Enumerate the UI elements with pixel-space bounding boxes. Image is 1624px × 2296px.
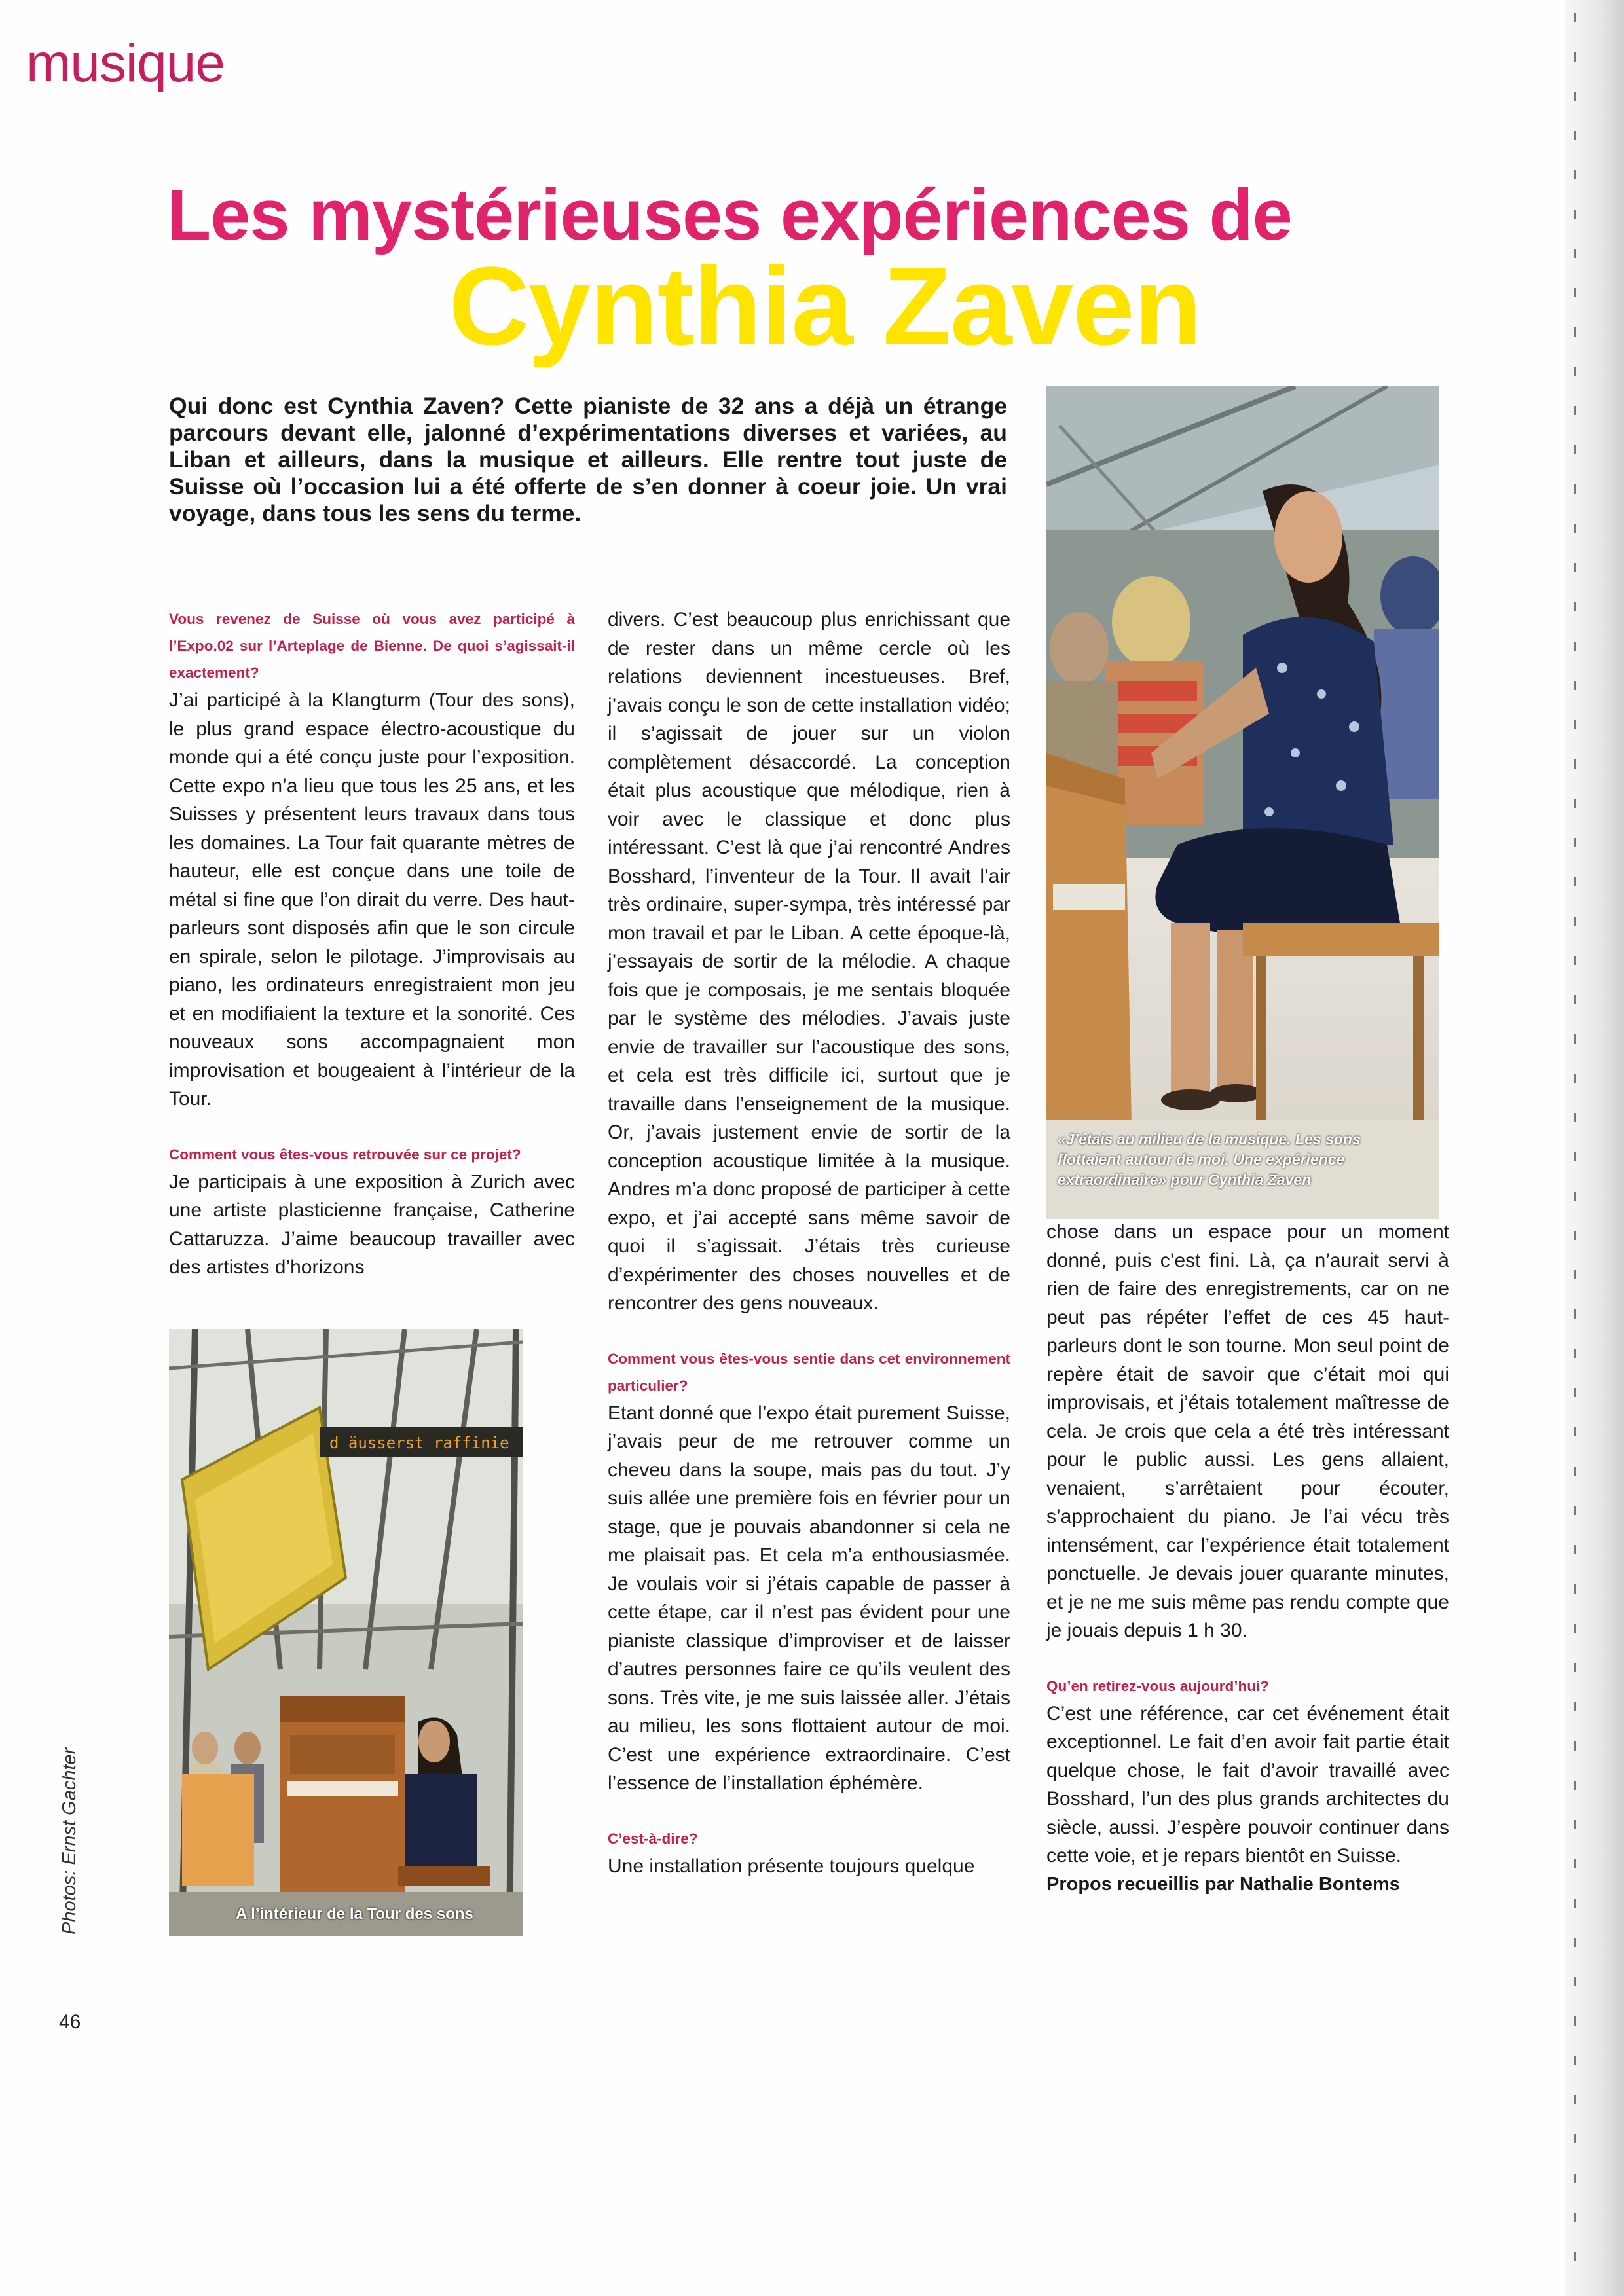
caption-tower: A l’intérieur de la Tour des sons	[236, 1905, 473, 1923]
answer-2-start: Je participais à une exposition à Zurich avec une artiste plasticienne française, Catherine Cattaruzza. J’aime beaucoup travailler avec des artistes d’horizons	[169, 1171, 575, 1278]
led-display-text: d äusserst raffinie	[329, 1434, 509, 1452]
answer-4-start: Une installation présente toujours quelque	[608, 1855, 975, 1877]
paragraph-gap	[608, 1318, 1010, 1345]
paragraph-gap	[169, 1114, 575, 1141]
photo-pianist	[1046, 386, 1439, 1219]
page-number: 46	[59, 2011, 81, 2033]
answer-3: Etant donné que l’expo était purement Suisse, j’avais peur de me retrouver comme un cheveu dans la soupe, mais pas du tout. J’y suis allée une première fois en février pour un stage, que je pouvais abandonner si cela ne me plaisait pas. Et cela m’a enthousiasmée. Je voulais voir si j’étais capable de passer à cette étape, car il n’est pas évident pour une pianiste classique d’improviser et de laisser d’autres personnes faire ce qu’ils veulent des sons. Très vite, je me suis laissée aller. J’étais au milieu, les sons flottaient autour de moi. C’est une expérience extraordinaire. C’est l’essence de l’installation éphémère.	[608, 1402, 1010, 1794]
headline-name: Cynthia Zaven	[449, 244, 1202, 369]
answer-2-continued: divers. C’est beaucoup plus enrichissant que de rester dans un même cercle où les relations deviennent incestueuses. Bref, j’avais conçu le son de cette installation vidéo; il s’agissait de jouer sur un violon complètement désaccordé. La conception était plus acoustique que mélodique, rien à voir avec le classique et donc plus intéressant. C’est là que j’ai rencontré Andres Bosshard, l’inventeur de la Tour. Il avait l’air très ordinaire, super-sympa, très intéressé par mon travail et par le Liban. A cette époque-là, j’essayais de sortir de la mélodie. A chaque fois que je composais, je me sentais bloquée par le système des mélodies. J’avais juste envie de travailler sur l’acoustique des sons, et cela est très difficile ici, surtout que je travaille dans l’enseignement de la musique. Or, j’avais justement envie de sortir de la conception acoustique limitée à la musique. Andres m’a donc proposé de participer à cette expo, et j’ai accepté sans même savoir de quoi il s’agissait. J’étais très curieuse d’expérimenter des choses nouvelles et de rencontrer des gens nouveaux.	[608, 609, 1010, 1314]
photo-credit: Photos: Ernst Gachter	[59, 1747, 80, 1935]
answer-4-continued: chose dans un espace pour un moment donné, puis c’est fini. Là, ça n’aurait servi à rien de faire des enregistrements, car on ne peut pas répéter l’effet de ces 45 haut-parleurs dont le son tourne. Mon seul point de repère était de savoir que c’était moi qui improvisais, et j’étais totalement maîtresse de cela. Je crois que cela a été très intéressant pour le public aussi. Les gens allaient, venaient, s’arrêtaient pour écouter, s’approchaient du piano. Je l’ai vécu très intensément, car l’expérience était totalement ponctuelle. Je devais jouer quarante minutes, et je ne me suis même pas rendu compte que je jouais depuis 1 h 30.	[1046, 1221, 1449, 1641]
headline-line-2	[0, 242, 1624, 371]
answer-5: C’est une référence, car cet événement était exceptionnel. Le fait d’en avoir fait partie était quelque chose, le fait d’avoir travaillé avec Bosshard, l’un des plus grands architectes du siècle, aussi. J’espère pouvoir continuer dans cette voie, et je repars bientôt en Suisse.	[1046, 1702, 1449, 1867]
interview-credit: Propos recueillis par Nathalie Bontems	[1046, 1873, 1400, 1895]
lead-paragraph: Qui donc est Cynthia Zaven? Cette pianiste de 32 ans a déjà un étrange parcours devant elle, jalonné d’expérimentations diverses et variées, au Liban et ailleurs, dans la musique et ailleurs. Elle rentre tout juste de Suisse où l’occasion lui a été offerte de s’en donner à coeur joie. Un vrai voyage, dans tous les sens du terme.	[169, 393, 1007, 526]
headline-line-1: Les mystérieuses expériences de	[167, 175, 1292, 255]
question-3: Comment vous êtes-vous sentie dans cet environnement particulier?	[608, 1350, 1010, 1394]
article-column-1	[169, 606, 575, 1282]
photo-tower-interior	[169, 1329, 523, 1936]
question-4: C’est-à-dire?	[608, 1830, 698, 1847]
tower-illustration	[169, 1329, 523, 1936]
article-column-3	[1046, 1218, 1449, 1899]
paragraph-gap	[1046, 1645, 1449, 1673]
question-5: Qu’en retirez-vous aujourd’hui?	[1046, 1677, 1270, 1694]
pianist-illustration	[1046, 386, 1439, 1219]
question-2: Comment vous êtes-vous retrouvée sur ce projet?	[169, 1146, 521, 1163]
article-column-2	[608, 606, 1010, 1880]
section-label: musique	[26, 33, 225, 93]
caption-pianist: «J’étais au milieu de la musique. Les sons flottaient autour de moi. Une expérience extraordinaire» pour Cynthia Zaven	[1058, 1131, 1361, 1188]
paragraph-gap	[608, 1798, 1010, 1825]
question-1: Vous revenez de Suisse où vous avez participé à l’Expo.02 sur l’Arteplage de Bienne. De quoi s’agissait-il exactement?	[169, 611, 575, 681]
answer-1: J’ai participé à la Klangturm (Tour des sons), le plus grand espace électro-acoustique du monde qui a été conçu juste pour l’exposition. Cette expo n’a lieu que tous les 25 ans, et les Suisses y présentent leurs travaux dans tous les domaines. La Tour fait quarante mètres de hauteur, elle est conçue dans une toile de métal si fine que l’on dirait du verre. Des haut-parleurs sont disposés afin que le son circule en spirale, selon le pilotage. J’improvisais au piano, les ordinateurs enregistraient mon jeu et en modifiaient la texture et la sonorité. Ces nouveaux sons accompagnaient mon improvisation et bougeaient à l’intérieur de la Tour.	[169, 689, 575, 1110]
